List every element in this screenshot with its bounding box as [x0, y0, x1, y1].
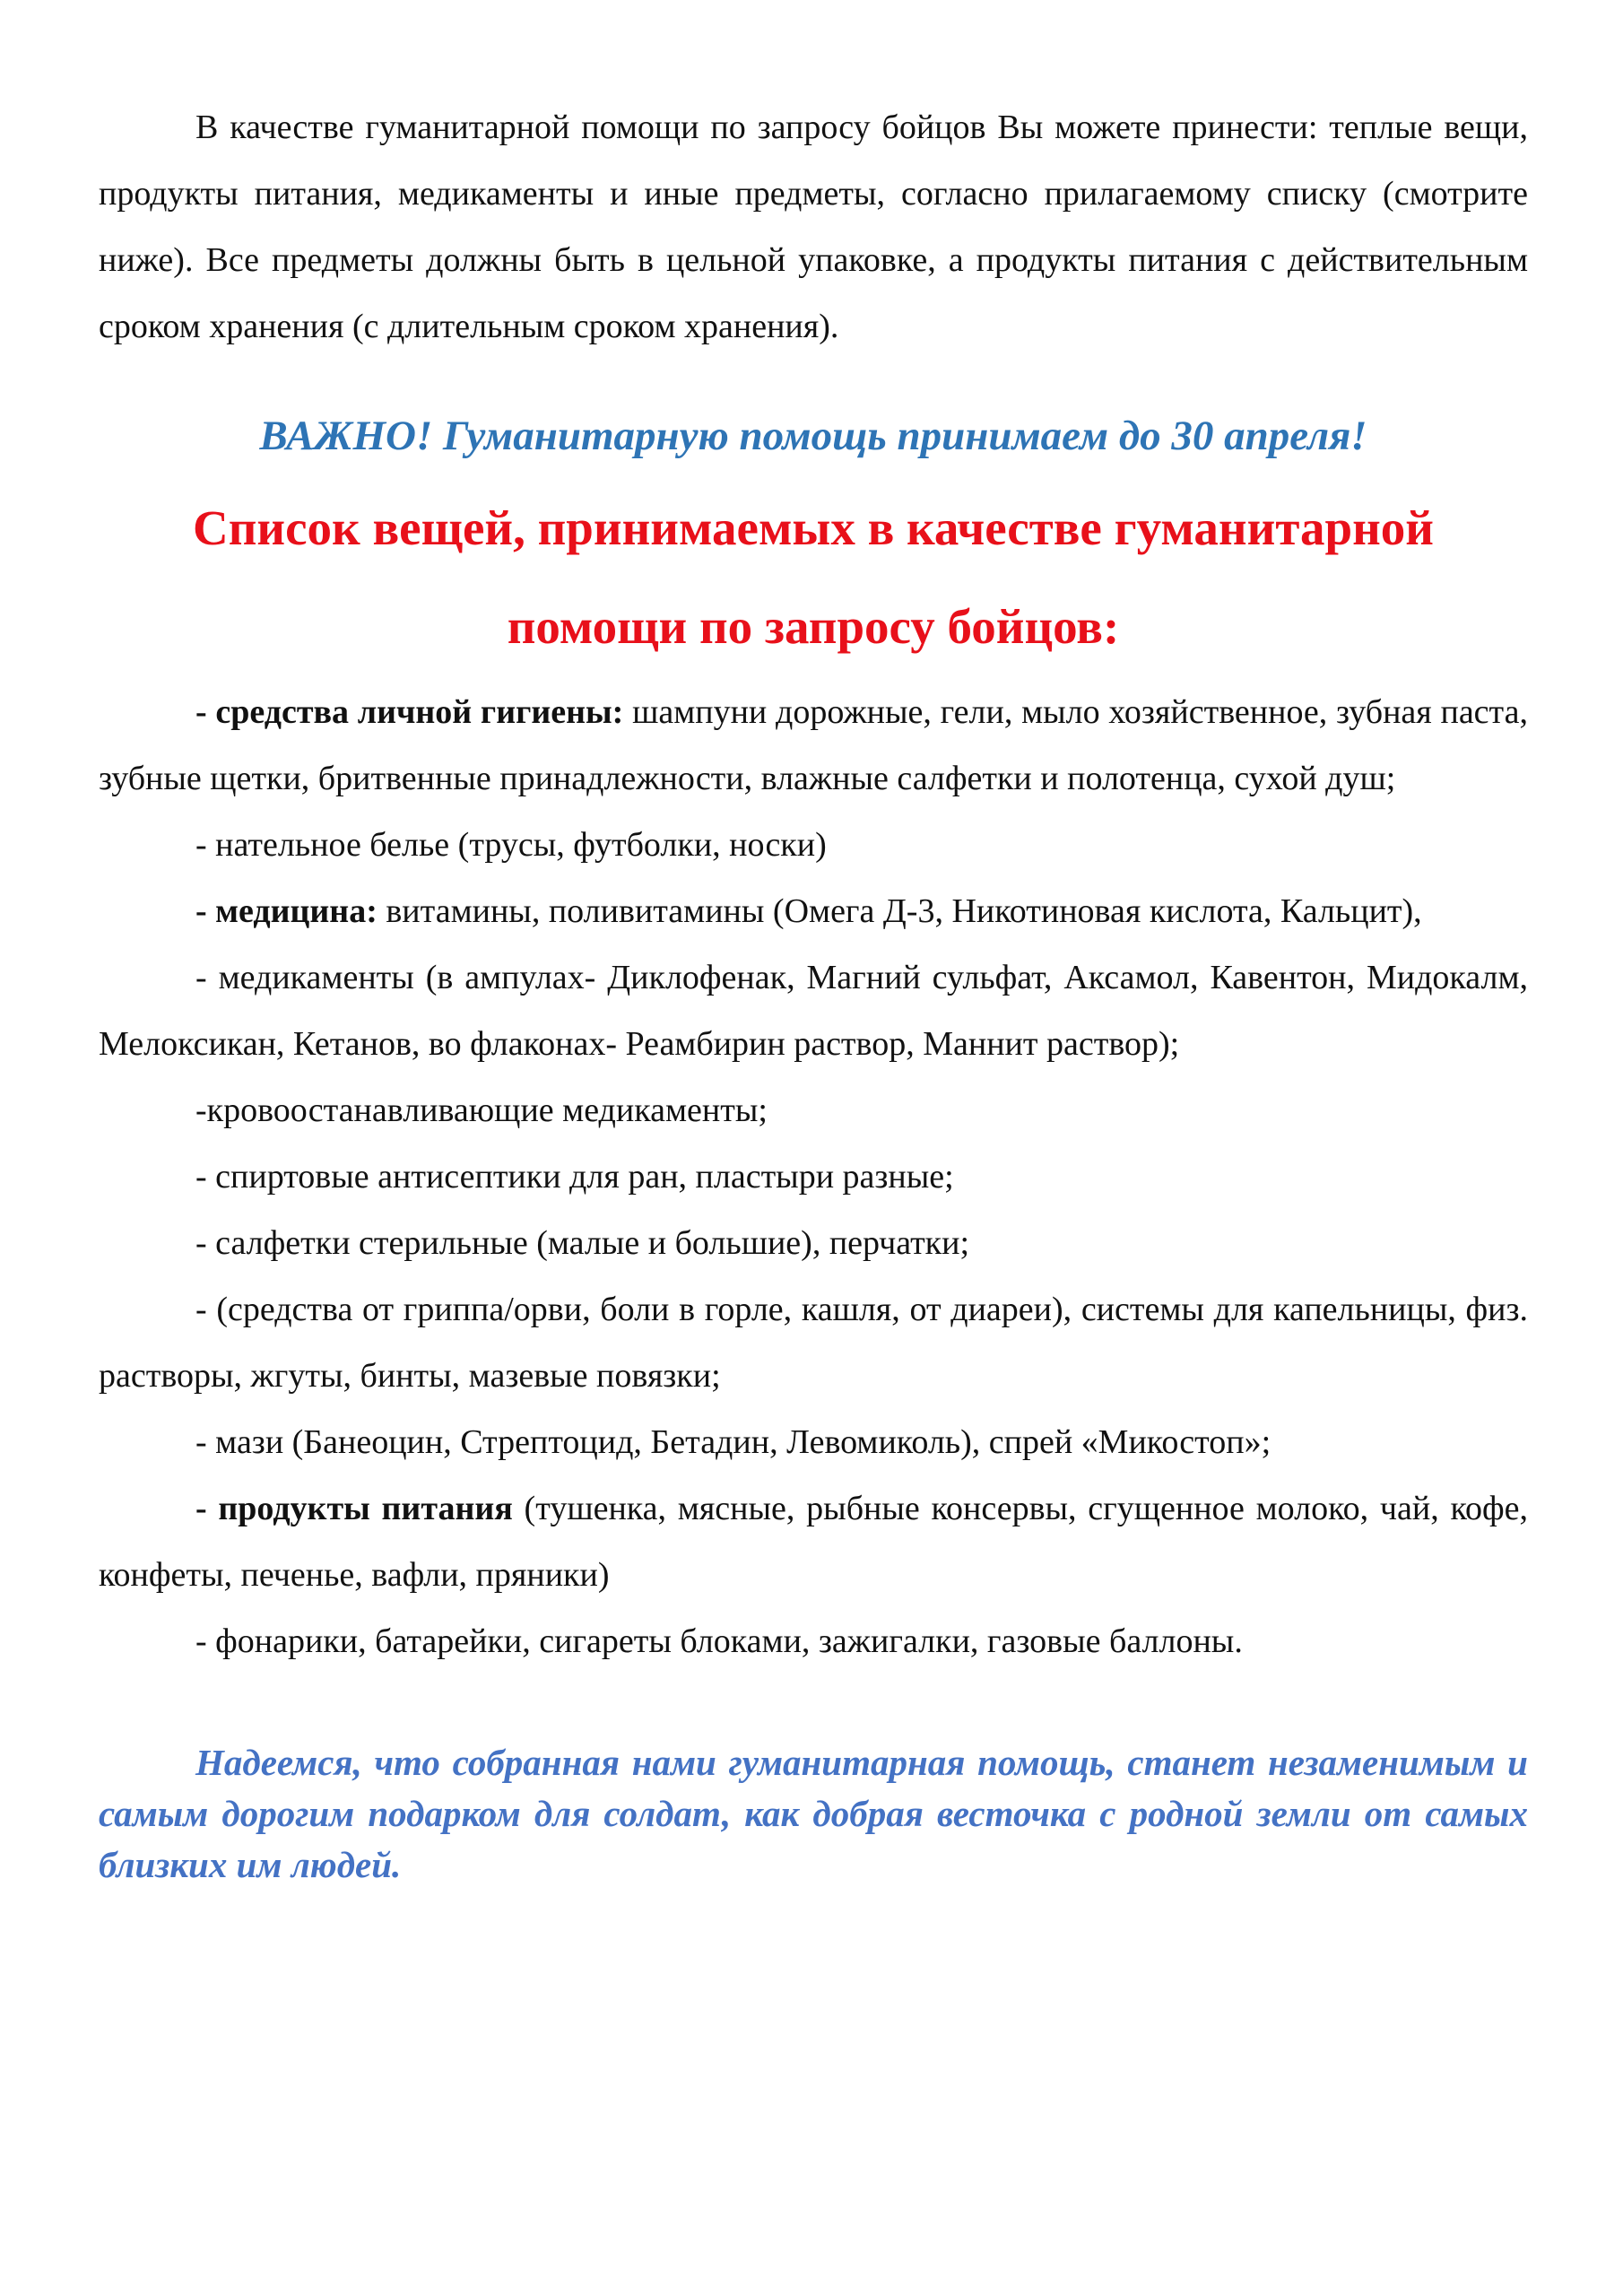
- list-title-line-2: помощи по запросу бойцов:: [507, 599, 1120, 654]
- list-item: [99, 1475, 1528, 1608]
- important-notice: ВАЖНО! Гуманитарную помощь принимаем до 30 апреля!: [259, 413, 1367, 459]
- list-item: [99, 679, 1528, 812]
- item-lead: - медицина:: [195, 892, 378, 930]
- item-text: (тушенка, мясные, рыбные консервы, сгущенное молоко, чай, кофе, конфеты, печенье, вафли, пряники): [99, 1490, 1528, 1594]
- item-text: - нательное белье (трусы, футболки, носки): [195, 826, 827, 864]
- list-item: [99, 1077, 1528, 1144]
- list-item: [99, 944, 1528, 1077]
- list-title-line-1: Список вещей, принимаемых в качестве гуманитарной: [193, 500, 1434, 555]
- list-item: [99, 812, 1528, 878]
- item-text: - мази (Банеоцин, Стрептоцид, Бетадин, Левомиколь), спрей «Микостоп»;: [195, 1423, 1271, 1461]
- item-lead: - продукты питания: [195, 1490, 513, 1527]
- list-item: [99, 878, 1528, 944]
- item-text: - (средства от гриппа/орви, боли в горле, кашля, от диареи), системы для капельницы, физ. растворы, жгуты, бинты, мазевые повязки;: [99, 1291, 1528, 1395]
- list-item: [99, 1144, 1528, 1210]
- list-item: [99, 1409, 1528, 1475]
- item-text: шампуни дорожные, гели, мыло хозяйственное, зубная паста, зубные щетки, бритвенные принадлежности, влажные салфетки и полотенца, сухой душ;: [99, 693, 1528, 797]
- items-list: [99, 679, 1528, 1674]
- item-text: витамины, поливитамины (Омега Д-3, Никотиновая кислота, Кальцит),: [377, 892, 1422, 930]
- document-page: [99, 94, 1528, 1891]
- item-text: -кровоостанавливающие медикаменты;: [195, 1091, 768, 1129]
- intro-paragraph: В качестве гуманитарной помощи по запросу бойцов Вы можете принести: теплые вещи, продукты питания, медикаменты и иные предметы, согласно прилагаемому списку (смотрите ниже). Все предметы должны быть в цельной упаковке, а продукты питания с действительным сроком хранения (с длительным сроком хранения).: [99, 109, 1528, 345]
- closing-paragraph: Надеемся, что собранная нами гуманитарная помощь, станет незаменимым и самым дорогим подарком для солдат, как добрая весточка с родной земли от самых близких им людей.: [99, 1742, 1528, 1885]
- list-title: [99, 482, 1528, 674]
- list-item: [99, 1608, 1528, 1674]
- item-text: - салфетки стерильные (малые и большие), перчатки;: [195, 1224, 970, 1262]
- list-item: [99, 1210, 1528, 1276]
- item-text: - спиртовые антисептики для ран, пластыри разные;: [195, 1158, 954, 1196]
- item-text: - фонарики, батарейки, сигареты блоками, зажигалки, газовые баллоны.: [195, 1622, 1243, 1660]
- item-text: - медикаменты (в ампулах- Диклофенак, Магний сульфат, Аксамол, Кавентон, Мидокалм, Мелоксикан, Кетанов, во флаконах- Реамбирин раствор, Маннит раствор);: [99, 959, 1528, 1063]
- item-lead: - средства личной гигиены:: [195, 693, 624, 731]
- list-item: [99, 1276, 1528, 1409]
